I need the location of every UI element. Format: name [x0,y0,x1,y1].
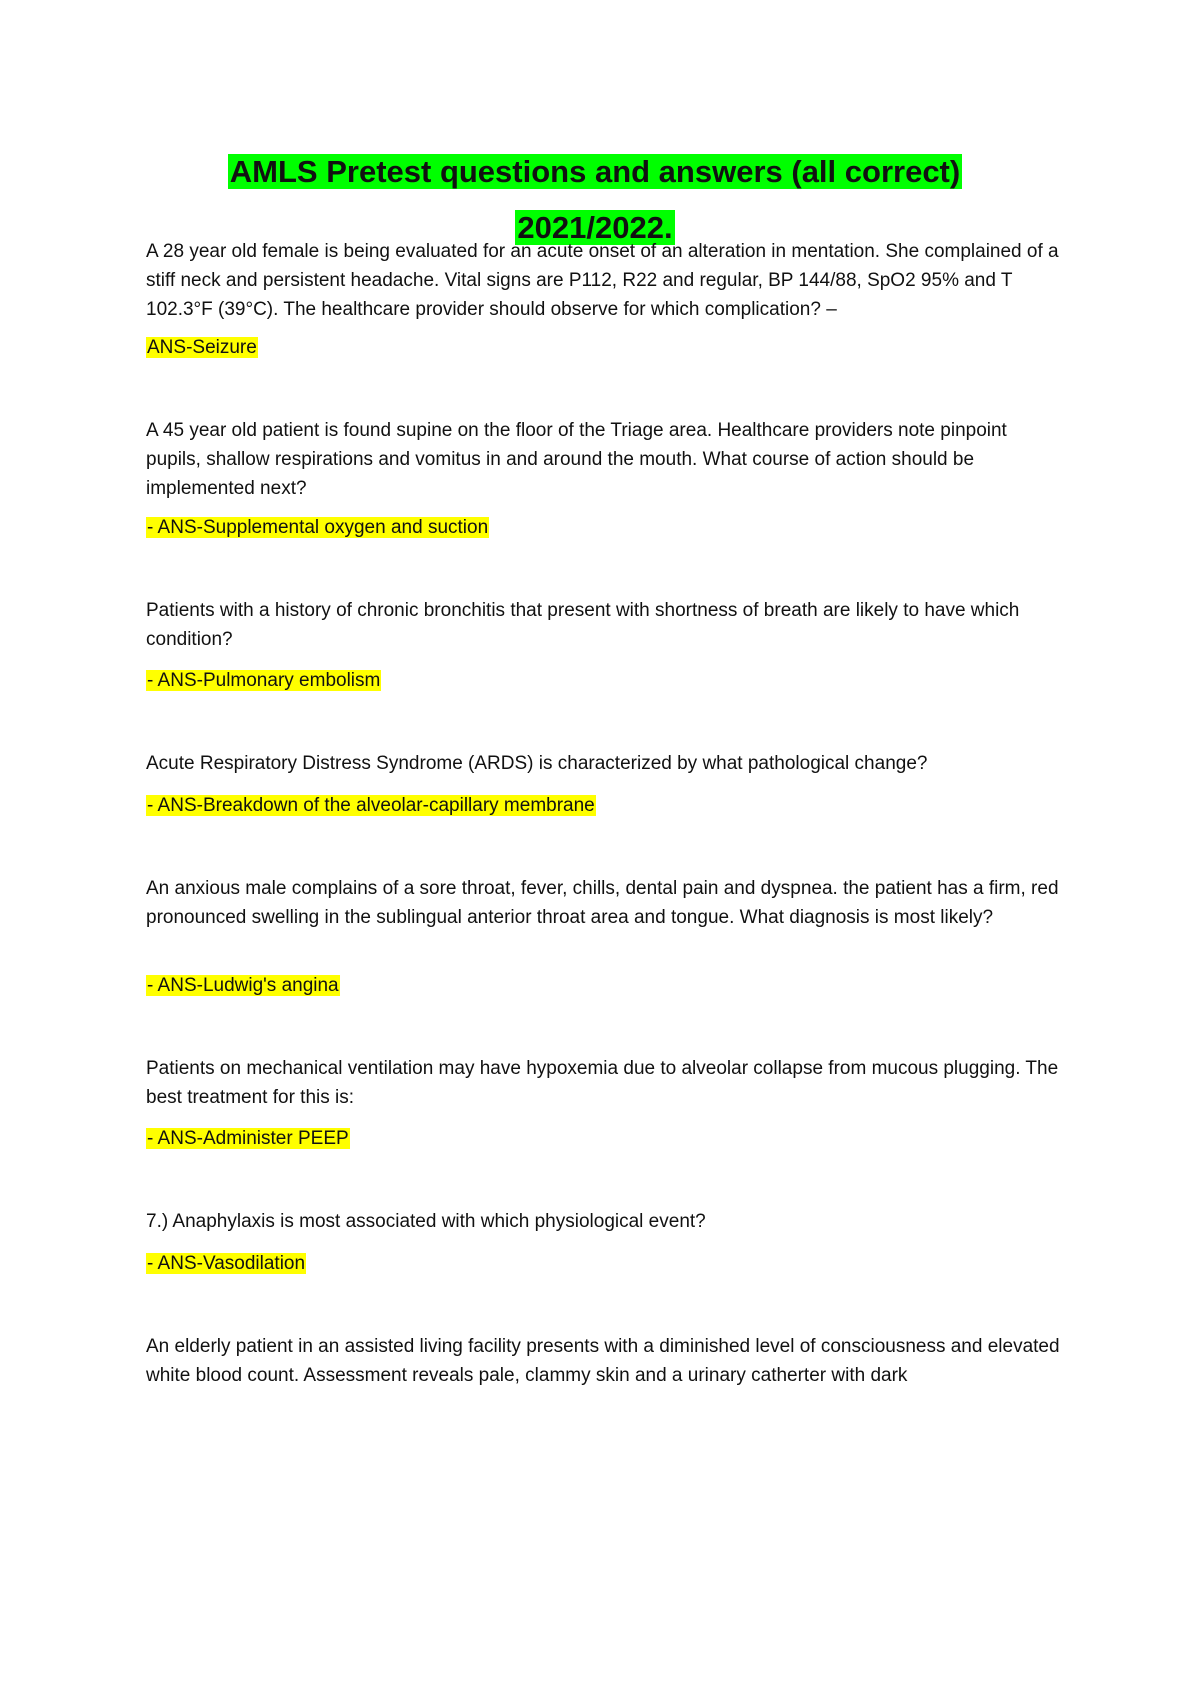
question-6: Patients on mechanical ventilation may have hypoxemia due to alveolar collapse from mucous plugging. The best treatment for this is: [146,1058,1059,1108]
question-5: An anxious male complains of a sore throat, fever, chills, dental pain and dyspnea. the patient has a firm, red pronounced swelling in the sublingual anterior throat area and tongue. What diagnosis is most likely? [146,878,1059,928]
question-3: Patients with a history of chronic bronchitis that present with shortness of breath are likely to have which condition? [146,600,1020,650]
question-4: Acute Respiratory Distress Syndrome (ARDS) is characterized by what pathological change? [146,753,928,774]
answer-5: - ANS-Ludwig's angina [147,975,339,996]
answer-2: - ANS-Supplemental oxygen and suction [147,517,489,538]
title-line-1: AMLS Pretest questions and answers (all correct) [229,154,961,189]
question-1: A 28 year old female is being evaluated for an acute onset of an alteration in mentation. She complained of a stiff neck and persistent headache. Vital signs are P112, R22 and regular, BP 144/88, SpO2 95% and T 102.3°F (39°C). The healthcare provider should observe for which complication? – [146,241,1059,320]
answer-3: - ANS-Pulmonary embolism [147,670,381,691]
question-8: An elderly patient in an assisted living facility presents with a diminished level of consciousness and elevated white blood count. Assessment reveals pale, clammy skin and a urinary catherter with dark [146,1336,1060,1386]
answer-6: - ANS-Administer PEEP [147,1128,349,1149]
answer-7: - ANS-Vasodilation [147,1253,306,1274]
answer-4: - ANS-Breakdown of the alveolar-capillary membrane [147,795,595,816]
question-7: 7.) Anaphylaxis is most associated with which physiological event? [146,1211,706,1232]
answer-1: ANS-Seizure [147,337,257,358]
question-2: A 45 year old patient is found supine on the floor of the Triage area. Healthcare providers note pinpoint pupils, shallow respirations and vomitus in and around the mouth. What course of action should be implemented next? [146,420,1007,499]
title-line-2: 2021/2022. [517,210,673,245]
